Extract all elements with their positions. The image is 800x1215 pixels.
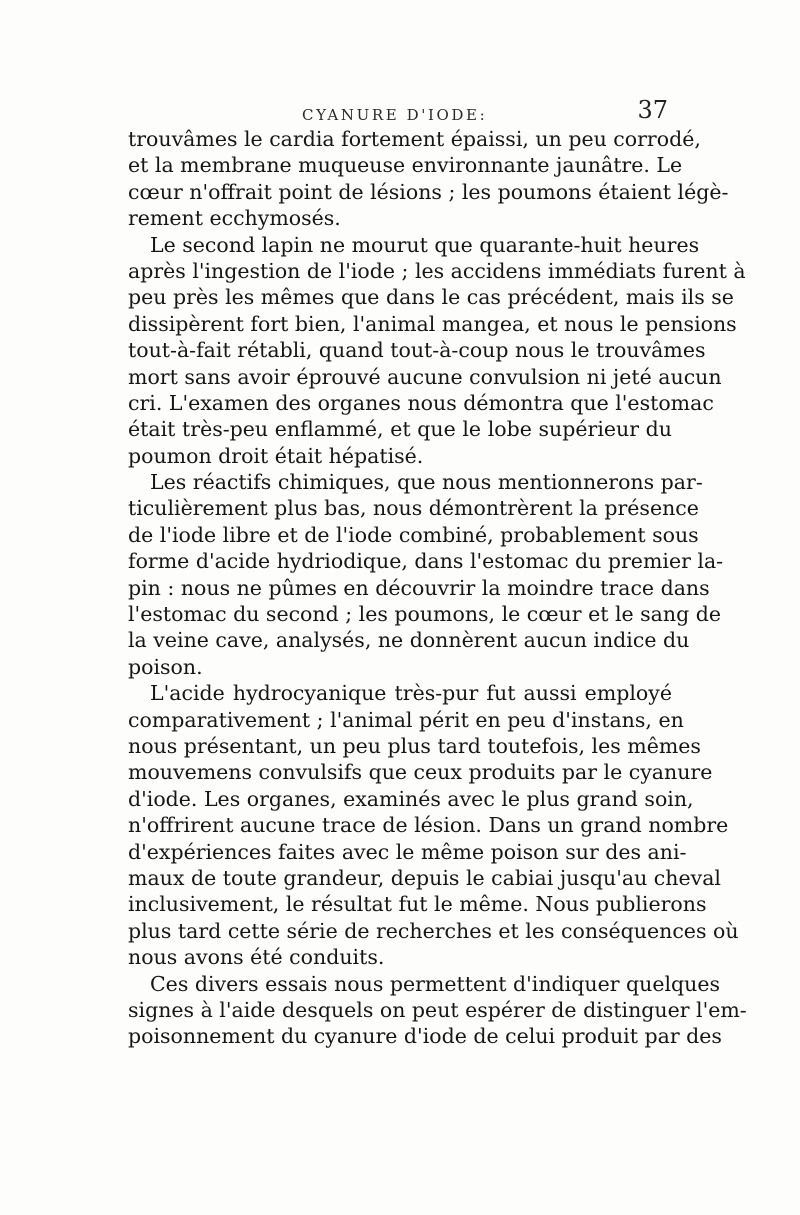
text-line: d'iode. Les organes, examinés avec le plus grand soin, [128, 786, 694, 811]
text-line: trouvâmes le cardia fortement épaissi, un peu corrodé, [128, 127, 701, 151]
text-line: peu près les mêmes que dans le cas précédent, mais ils se [128, 285, 734, 310]
body-text [128, 126, 747, 1050]
text-line: était très-peu enflammé, et que le lobe supérieur du [128, 417, 672, 442]
text-line: l'estomac du second ; les poumons, le cœur et le sang de [128, 602, 721, 627]
text-line: Ces divers essais nous permettent d'indiquer quelques [150, 971, 721, 996]
text-line: de l'iode libre et de l'iode combiné, probablement sous [128, 522, 699, 547]
text-line: inclusivement, le résultat fut le même. Nous publierons [128, 892, 707, 917]
text-line: dissipèrent fort bien, l'animal mangea, et nous le pensions [128, 311, 737, 336]
text-line: et la membrane muqueuse environnante jaunâtre. Le [128, 153, 683, 178]
text-line: poisonnement du cyanure d'iode de celui produit par des [128, 1024, 722, 1049]
text-line: pin : nous ne pûmes en découvrir la moindre trace dans [128, 575, 710, 600]
text-line: d'expériences faites avec le même poison sur des ani- [128, 839, 687, 864]
text-line: comparativement ; l'animal périt en peu d'instans, en [128, 707, 684, 732]
text-line: poumon droit était hépatisé. [128, 443, 424, 468]
running-head [130, 96, 670, 130]
text-line: forme d'acide hydriodique, dans l'estomac du premier la- [128, 549, 724, 574]
text-line: cœur n'offrait point de lésions ; les poumons étaient légè- [128, 179, 729, 204]
text-line: n'offrirent aucune trace de lésion. Dans un grand nombre [128, 813, 729, 838]
text-line: rement ecchymosés. [128, 206, 341, 231]
text-line: nous avons été conduits. [128, 945, 385, 970]
page-number: 37 [637, 96, 668, 124]
text-line: la veine cave, analysés, ne donnèrent aucun indice du [128, 628, 690, 653]
text-line: tout-à-fait rétabli, quand tout-à-coup nous le trouvâmes [128, 338, 706, 363]
text-line: nous présentant, un peu plus tard toutefois, les mêmes [128, 733, 701, 758]
text-line: signes à l'aide desquels on peut espérer de distinguer l'em- [128, 997, 747, 1022]
text-line: ticulièrement plus bas, nous démontrèrent la présence [128, 496, 699, 521]
text-line: plus tard cette série de recherches et les conséquences où [128, 918, 739, 943]
text-line: poison. [128, 654, 203, 679]
text-line: Le second lapin ne mourut que quarante-huit heures [150, 232, 700, 257]
text-line: Les réactifs chimiques, que nous mentionnerons par- [150, 470, 703, 495]
text-line: mouvemens convulsifs que ceux produits par le cyanure [128, 760, 713, 785]
text-line: cri. L'examen des organes nous démontra que l'estomac [128, 390, 714, 415]
text-line: après l'ingestion de l'iode ; les accidens immédiats furent à [128, 258, 746, 283]
text-line: mort sans avoir éprouvé aucune convulsion ni jeté aucun [128, 364, 722, 389]
text-line: L'acide hydrocyanique très-pur fut aussi employé [150, 681, 672, 706]
text-line: maux de toute grandeur, depuis le cabiai jusqu'au cheval [128, 865, 721, 890]
running-title: CYANURE D'IODE: [302, 106, 488, 124]
